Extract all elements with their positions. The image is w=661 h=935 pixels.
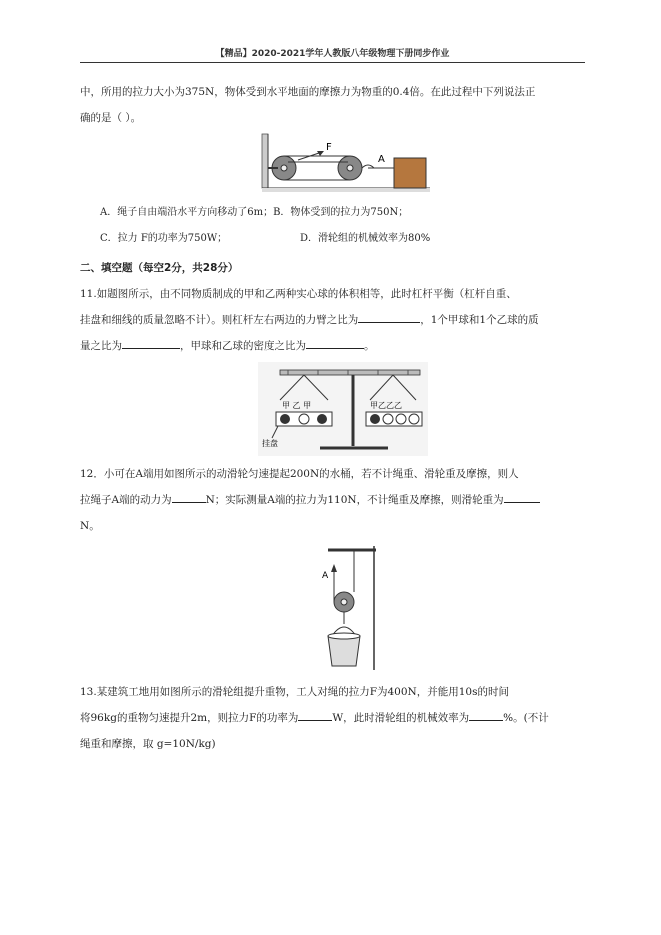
q10-option-d: D．滑轮组的机械效率为80% <box>300 233 431 244</box>
q10-option-row-1 <box>100 203 408 223</box>
q11-fig-right-label: 甲乙乙乙 <box>370 401 402 410</box>
section-title: 二、填空题（每空2分，共28分） <box>80 262 239 274</box>
q12-fig-label-a: A <box>322 571 329 581</box>
q10-option-a: A．绳子自由端沿水平方向移动了6m； <box>100 207 274 218</box>
q12-line2 <box>80 488 585 512</box>
q11-line3-part1: 量之比为 <box>80 340 122 352</box>
q12-blank-1[interactable] <box>172 491 206 503</box>
q13-blank-1[interactable] <box>298 709 332 721</box>
q13-line1: 13.某建筑工地用如图所示的滑轮组提升重物，工人对绳的拉力F为400N，并能用10s的时间 <box>80 686 509 698</box>
q13-line2-part2: W，此时滑轮组的机械效率为 <box>332 712 470 724</box>
q13-line2-part1: 将96kg的重物匀速提升2m，则拉力F的功率为 <box>80 712 299 724</box>
q11-lever-figure <box>258 362 428 456</box>
q11-blank-1[interactable] <box>358 311 420 323</box>
q10-text-line2: 确的是（ ）。 <box>80 112 142 124</box>
q11-line2-part1: 挂盘和细线的质量忽略不计）。则杠杆左右两边的力臂之比为 <box>80 314 359 326</box>
page-header: 【精品】2020-2021学年人教版八年级物理下册同步作业 <box>215 49 450 59</box>
q11-fig-left-label: 甲 乙 甲 <box>282 401 312 410</box>
q10-option-row-2 <box>100 229 430 249</box>
q13-line2-part3: %。(不计 <box>503 712 549 724</box>
q11-line1: 11.如题图所示，由不同物质制成的甲和乙两种实心球的体积相等，此时杠杆平衡（杠杆自重、 <box>80 288 517 300</box>
q10-pulley-figure <box>258 132 434 194</box>
q11-line2 <box>80 308 585 332</box>
header-rule <box>80 62 585 63</box>
q10-option-c: C．拉力 F的功率为750W； <box>100 233 228 244</box>
q11-blank-2[interactable] <box>122 337 180 349</box>
q11-line3-part2: ，甲球和乙球的密度之比为 <box>180 340 306 352</box>
q10-option-b: B．物体受到的拉力为750N； <box>273 207 409 218</box>
q11-blank-3[interactable] <box>306 337 364 349</box>
q13-line2 <box>80 706 585 730</box>
q11-line3 <box>80 334 585 358</box>
q13-blank-2[interactable] <box>469 709 503 721</box>
q11-fig-pan-label: 挂盘 <box>262 439 278 448</box>
q12-line1: 12．小可在A端用如图所示的动滑轮匀速提起200N的水桶，若不计绳重、滑轮重及摩擦，则人 <box>80 468 519 480</box>
q13-line3: 绳重和摩擦，取 g=10N/kg) <box>80 738 216 750</box>
q11-line2-part2: ，1个甲球和1个乙球的质 <box>420 314 539 326</box>
q12-line3: N。 <box>80 520 100 532</box>
q10-fig-label-f: F <box>326 142 332 153</box>
q12-pulley-figure <box>314 544 380 672</box>
q10-fig-label-a: A <box>378 154 385 165</box>
q12-blank-2[interactable] <box>504 491 540 503</box>
q12-line2-part1: 拉绳子A端的动力为 <box>80 494 172 506</box>
q10-text-line1: 中，所用的拉力大小为375N，物体受到水平地面的摩擦力为物重的0.4倍。在此过程中下列说法正 <box>80 86 536 98</box>
q11-line3-part3: 。 <box>364 340 375 352</box>
q12-line2-part2: N；实际测量A端的拉力为110N，不计绳重及摩擦，则滑轮重为 <box>205 494 504 506</box>
